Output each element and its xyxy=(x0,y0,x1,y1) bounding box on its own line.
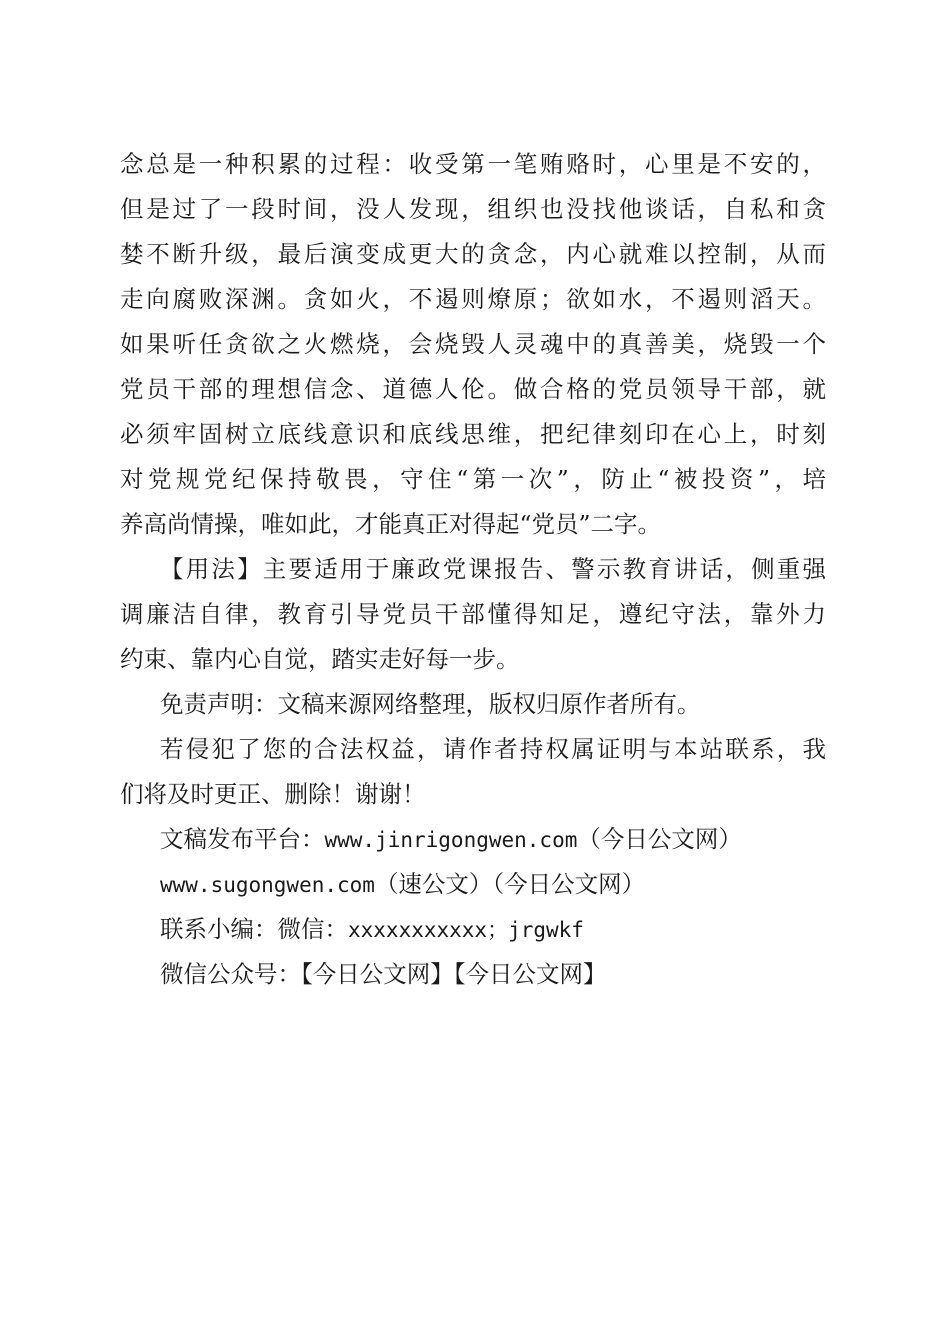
paragraph-line: 若侵犯了您的合法权益，请作者持权属证明与本站联系，我 xyxy=(160,735,826,763)
main-paragraph xyxy=(120,142,826,547)
contact-line xyxy=(120,907,826,952)
paragraph-line: 念总是一种积累的过程：收受第一笔贿赂时，心里是不安的， xyxy=(120,150,826,178)
paragraph-line: 必须牢固树立底线意识和底线思维，把纪律刻印在心上，时刻 xyxy=(120,420,826,448)
paragraph-line: 婪不断升级，最后演变成更大的贪念，内心就难以控制，从而 xyxy=(120,240,826,268)
paragraph-line: 如果听任贪欲之火燃烧，会烧毁人灵魂中的真善美，烧毁一个 xyxy=(120,330,826,358)
wechat-public-line: 微信公众号：【今日公文网】【今日公文网】 xyxy=(160,960,607,988)
document-body xyxy=(120,142,826,997)
platform-name-2: （速公文）（今日公文网） xyxy=(374,870,646,898)
paragraph-line: 们将及时更正、删除！谢谢！ xyxy=(120,780,426,808)
platform-url-1: www.jinrigongwen.com xyxy=(324,828,578,852)
platform-url-2: www.sugongwen.com xyxy=(160,873,375,897)
paragraph-line: 【用法】主要适用于廉政党课报告、警示教育讲话，侧重强 xyxy=(160,555,826,583)
platform-label: 文稿发布平台： xyxy=(160,825,325,853)
paragraph-line: 调廉洁自律，教育引导党员干部懂得知足，遵纪守法，靠外力 xyxy=(120,600,826,628)
contact-value: xxxxxxxxxxx；jrgwkf xyxy=(348,918,584,942)
contact-label: 联系小编：微信： xyxy=(160,915,348,943)
platform-line-1 xyxy=(120,817,826,862)
paragraph-line: 对党规党纪保持敬畏，守住“第一次”，防止“被投资”，培 xyxy=(120,465,826,493)
infringement-notice xyxy=(120,727,826,817)
usage-paragraph xyxy=(120,547,826,682)
paragraph-line: 走向腐败深渊。贪如火，不遏则燎原；欲如水，不遏则滔天。 xyxy=(120,285,826,313)
paragraph-line: 党员干部的理想信念、道德人伦。做合格的党员领导干部，就 xyxy=(120,375,826,403)
paragraph-line: 约束、靠内心自觉，踏实走好每一步。 xyxy=(120,645,520,673)
disclaimer-text: 免责声明：文稿来源网络整理，版权归原作者所有。 xyxy=(160,690,701,718)
platform-name-1: （今日公文网） xyxy=(577,825,742,853)
platform-line-2 xyxy=(120,862,826,907)
paragraph-line: 养高尚情操，唯如此，才能真正对得起“党员”二字。 xyxy=(120,510,662,538)
paragraph-line: 但是过了一段时间，没人发现，组织也没找他谈话，自私和贪 xyxy=(120,195,826,223)
